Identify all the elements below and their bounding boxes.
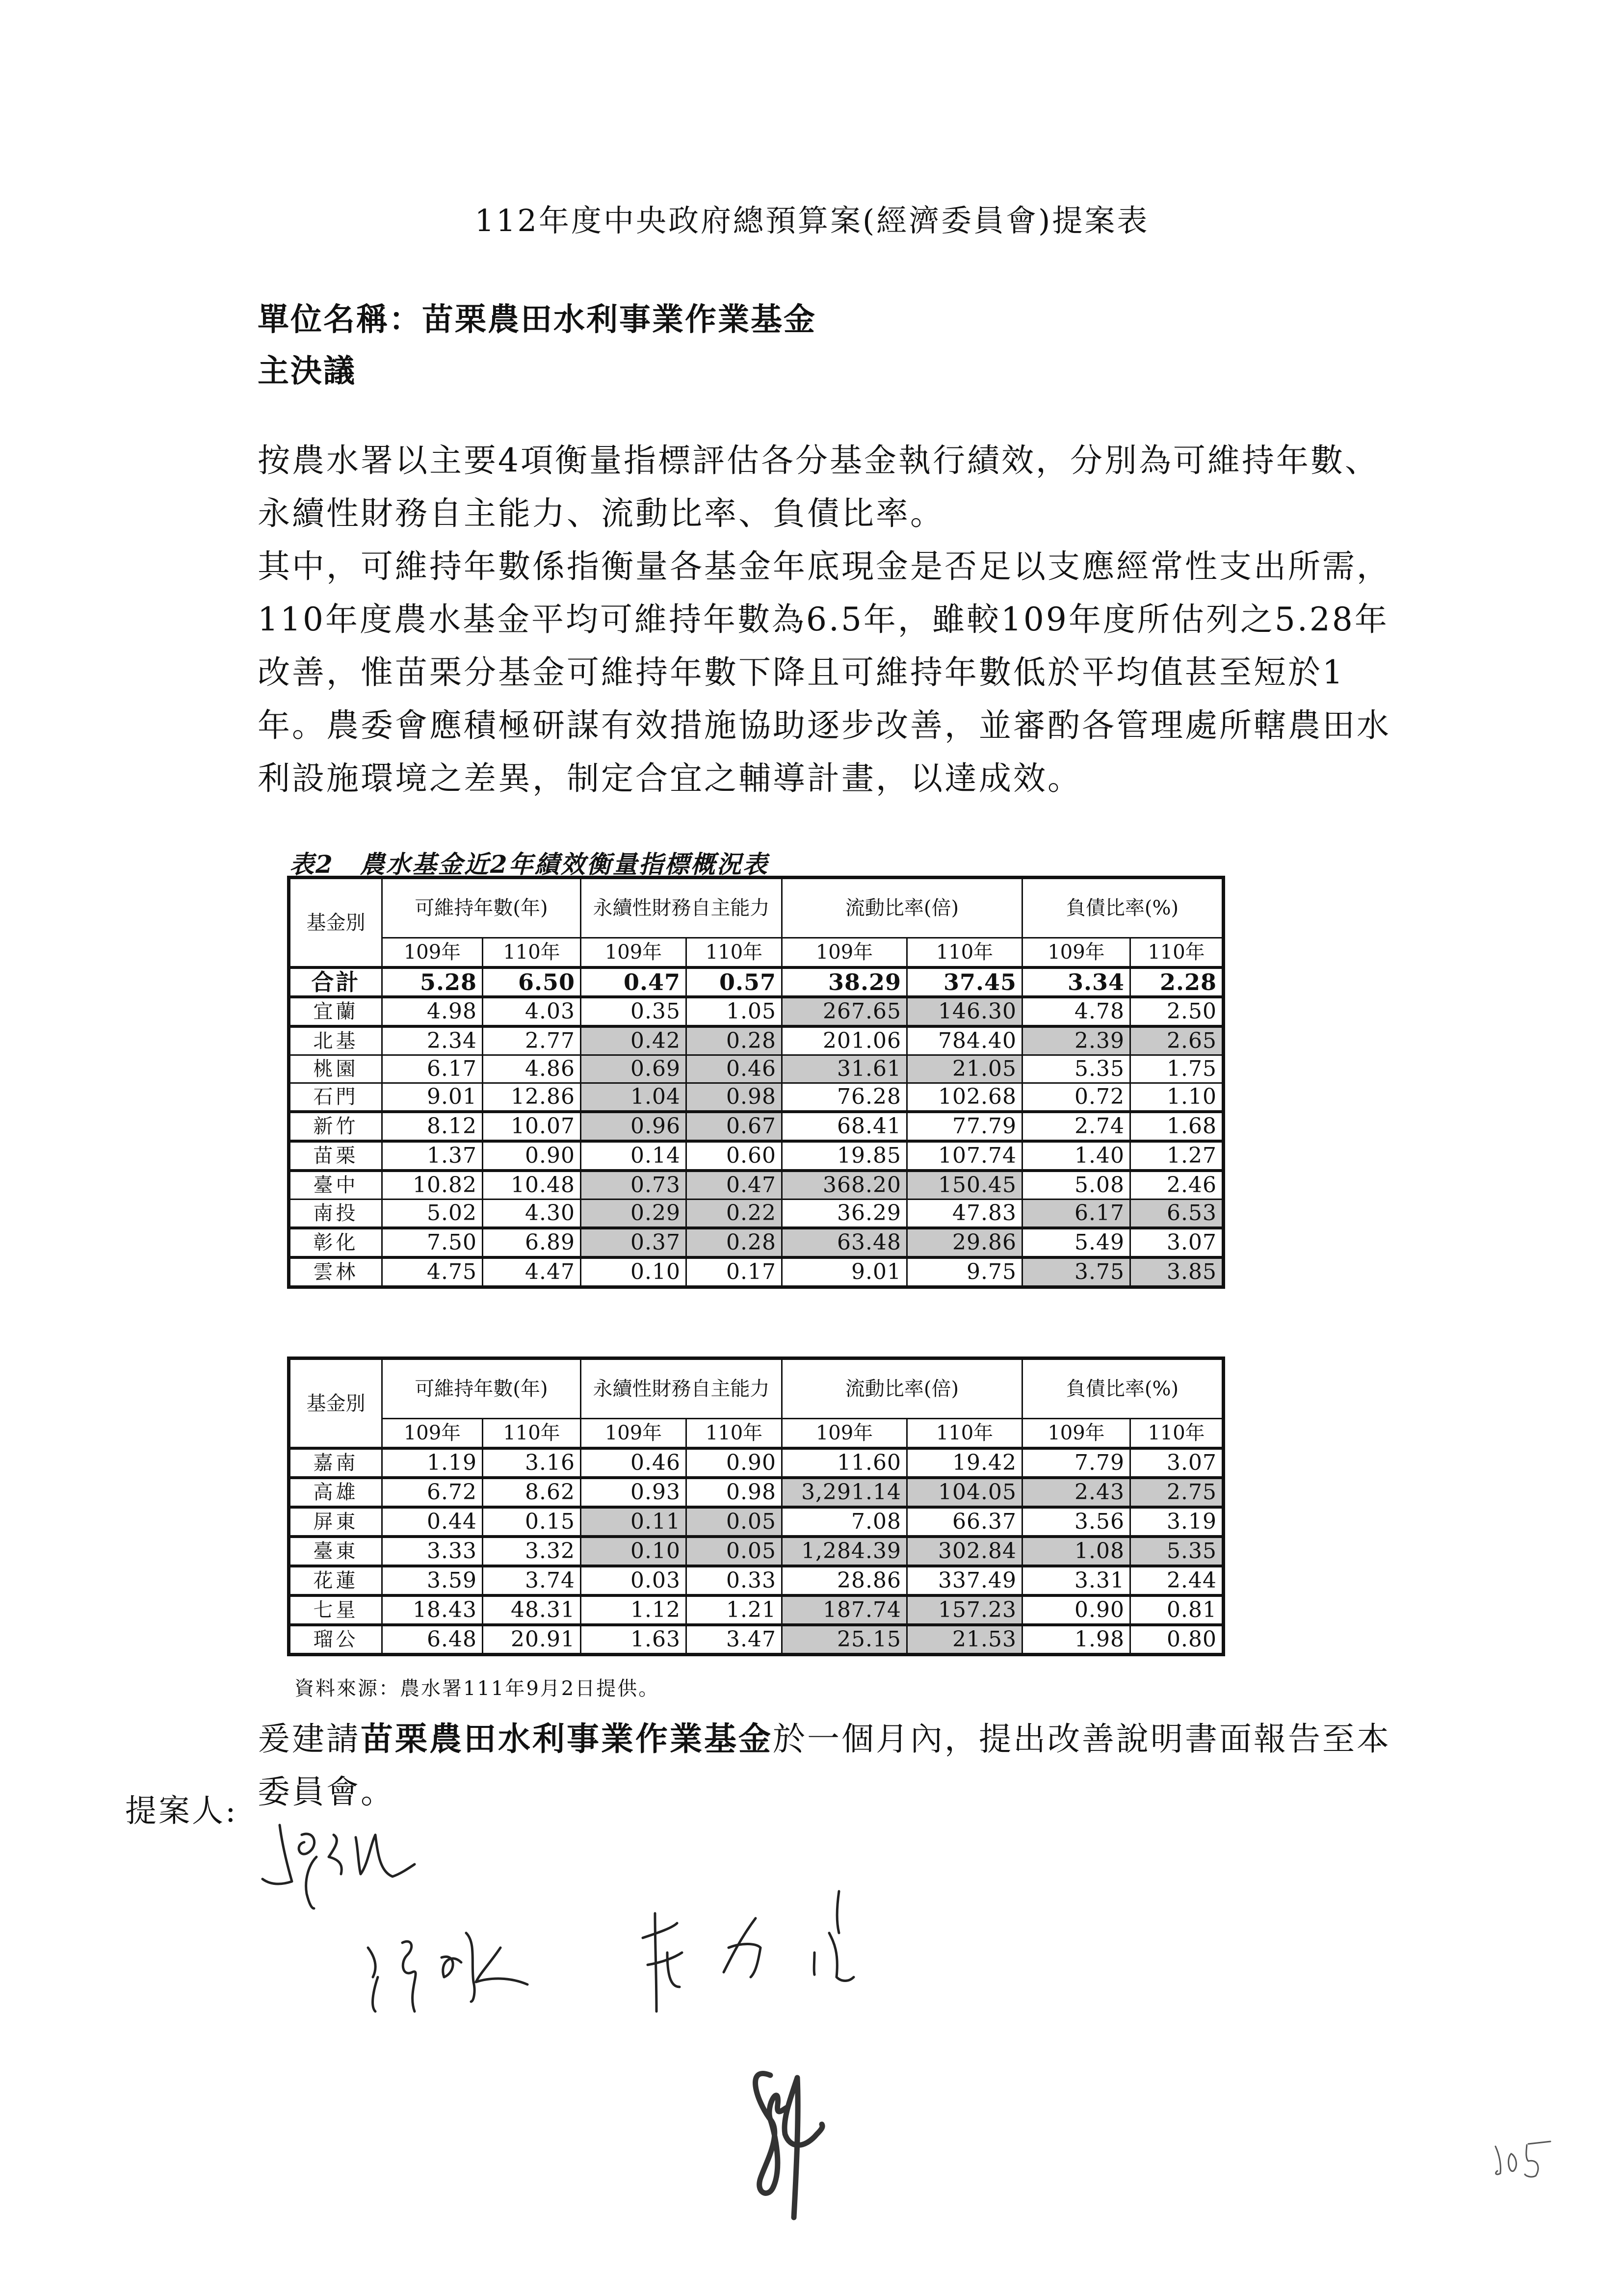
cell: 20.91 [483,1625,581,1655]
header-year-109: 109年 [1022,938,1130,968]
cell: 1.37 [382,1141,483,1171]
cell: 201.06 [782,1026,907,1055]
cell: 10.07 [483,1112,581,1141]
table-row [289,1141,1224,1171]
cell: 66.37 [907,1507,1022,1537]
header-year-109: 109年 [382,938,483,968]
cell: 10.82 [382,1171,483,1200]
table-row [289,1537,1224,1566]
cell: 107.74 [907,1141,1022,1171]
cell: 0.03 [581,1566,686,1595]
cell: 25.15 [782,1625,907,1655]
cell: 3.85 [1130,1257,1224,1287]
cell: 4.30 [483,1200,581,1228]
cell: 18.43 [382,1595,483,1625]
closing-prefix: 爰建請 [258,1720,361,1758]
cell: 4.78 [1022,997,1130,1026]
cell: 2.65 [1130,1026,1224,1055]
cell: 7.08 [782,1507,907,1537]
row-name: 桃園 [289,1055,382,1083]
closing-paragraph [258,1712,1396,1819]
table-row [289,1478,1224,1507]
row-name: 苗栗 [289,1141,382,1171]
cell: 6.48 [382,1625,483,1655]
cell: 10.48 [483,1171,581,1200]
cell: 157.23 [907,1595,1022,1625]
cell: 3.16 [483,1448,581,1478]
cell: 0.98 [686,1478,782,1507]
header-year-109: 109年 [782,1419,907,1449]
row-name: 合計 [289,967,382,997]
row-name: 七星 [289,1595,382,1625]
cell: 37.45 [907,967,1022,997]
cell: 2.43 [1022,1478,1130,1507]
cell: 5.28 [382,967,483,997]
cell: 0.22 [686,1200,782,1228]
cell: 102.68 [907,1083,1022,1112]
table-row [289,1112,1224,1141]
cell: 1.27 [1130,1141,1224,1171]
cell: 0.35 [581,997,686,1026]
source-note: 資料來源：農水署111年9月2日提供。 [294,1677,660,1700]
cell: 3.47 [686,1625,782,1655]
row-name: 嘉南 [289,1448,382,1478]
body-paragraph-2: 其中，可維持年數係指衡量各基金年底現金是否足以支應經常性支出所需，110年度農水基金平均可維持年數為6.5年，雖較109年度所估列之5.28年改善，惟苗栗分基金可維持年數下降且可維持年數低於平均值甚至短於1年。農委會應積極研謀有效措施協助逐步改善，並審酌各管理處所轄農田水利設施環境之差異，制定合宜之輔導計畫，以達成效。 [258,548,1391,797]
cell: 6.17 [1022,1200,1130,1228]
cell: 28.86 [782,1566,907,1595]
table-row [289,997,1224,1026]
cell: 3.56 [1022,1507,1130,1537]
body-paragraph-1: 按農水署以主要4項衡量指標評估各分基金執行績效，分別為可維持年數、永續性財務自主能力、流動比率、負債比率。 [258,442,1379,532]
cell: 9.01 [782,1257,907,1287]
cell: 0.47 [686,1171,782,1200]
row-name: 南投 [289,1200,382,1228]
closing-suffix: 於一個月內，提出改善說明書面報告至本委員會。 [258,1720,1391,1811]
cell: 7.79 [1022,1448,1130,1478]
cell: 77.79 [907,1112,1022,1141]
header-financial-autonomy: 永續性財務自主能力 [581,1358,782,1419]
cell: 3.07 [1130,1448,1224,1478]
cell: 21.05 [907,1055,1022,1083]
cell: 1.98 [1022,1625,1130,1655]
cell: 36.29 [782,1200,907,1228]
proposer-label: 提案人: [125,1793,238,1829]
table-row [289,1026,1224,1055]
cell: 1.19 [382,1448,483,1478]
signatures [245,1815,1178,2090]
cell: 2.44 [1130,1566,1224,1595]
cell: 1,284.39 [782,1537,907,1566]
cell: 2.39 [1022,1026,1130,1055]
cell: 5.49 [1022,1228,1130,1257]
table-row [289,1595,1224,1625]
header-year-110: 110年 [686,938,782,968]
row-name: 宜蘭 [289,997,382,1026]
cell: 0.57 [686,967,782,997]
table-row [289,1625,1224,1655]
signature-2 [368,1933,527,2011]
cell: 0.15 [483,1507,581,1537]
table-row [289,1257,1224,1287]
cell: 19.85 [782,1141,907,1171]
row-name: 花蓮 [289,1566,382,1595]
cell: 5.08 [1022,1171,1130,1200]
cell: 784.40 [907,1026,1022,1055]
cell: 6.89 [483,1228,581,1257]
table-row [289,1507,1224,1537]
cell: 0.90 [1022,1595,1130,1625]
cell: 0.93 [581,1478,686,1507]
cell: 0.33 [686,1566,782,1595]
cell: 0.73 [581,1171,686,1200]
cell: 6.53 [1130,1200,1224,1228]
cell: 1.10 [1130,1083,1224,1112]
cell: 302.84 [907,1537,1022,1566]
table-row [289,1083,1224,1112]
table-2-body [289,1448,1224,1655]
unit-name: 單位名稱：苗栗農田水利事業作業基金 [258,301,816,338]
cell: 0.90 [483,1141,581,1171]
header-current-ratio: 流動比率(倍) [782,878,1022,938]
table-row [289,1566,1224,1595]
cell: 19.42 [907,1448,1022,1478]
handwritten-page-205 [1492,2139,1565,2183]
header-year-109: 109年 [581,938,686,968]
table-row-total [289,967,1224,997]
cell: 1.75 [1130,1055,1224,1083]
table-1-body [289,967,1224,1287]
row-name: 臺中 [289,1171,382,1200]
cell: 4.86 [483,1055,581,1083]
table-row [289,1171,1224,1200]
closing-request [258,1712,1396,1819]
cell: 2.77 [483,1026,581,1055]
table-row [289,1228,1224,1257]
cell: 1.40 [1022,1141,1130,1171]
cell: 2.34 [382,1026,483,1055]
cell: 3.19 [1130,1507,1224,1537]
cell: 146.30 [907,997,1022,1026]
cell: 63.48 [782,1228,907,1257]
header-year-110: 110年 [1130,938,1224,968]
cell: 0.81 [1130,1595,1224,1625]
cell: 0.14 [581,1141,686,1171]
cell: 0.17 [686,1257,782,1287]
header-year-109: 109年 [782,938,907,968]
cell: 4.75 [382,1257,483,1287]
cell: 6.72 [382,1478,483,1507]
row-name: 北基 [289,1026,382,1055]
cell: 11.60 [782,1448,907,1478]
header-debt-ratio: 負債比率(%) [1022,1358,1224,1419]
header-sustain-years: 可維持年數(年) [382,1358,581,1419]
cell: 6.17 [382,1055,483,1083]
cell: 5.35 [1130,1537,1224,1566]
row-name: 彰化 [289,1228,382,1257]
cell: 1.04 [581,1083,686,1112]
header-year-110: 110年 [1130,1419,1224,1449]
table-row [289,1200,1224,1228]
header-fund: 基金別 [289,878,382,968]
cell: 7.50 [382,1228,483,1257]
cell: 2.28 [1130,967,1224,997]
cell: 8.62 [483,1478,581,1507]
header-sustain-years: 可維持年數(年) [382,878,581,938]
cell: 0.98 [686,1083,782,1112]
cell: 0.67 [686,1112,782,1141]
header-year-110: 110年 [907,938,1022,968]
cell: 0.11 [581,1507,686,1537]
header-debt-ratio: 負債比率(%) [1022,878,1224,938]
row-name: 瑠公 [289,1625,382,1655]
cell: 0.29 [581,1200,686,1228]
cell: 47.83 [907,1200,1022,1228]
cell: 0.47 [581,967,686,997]
cell: 68.41 [782,1112,907,1141]
cell: 0.28 [686,1026,782,1055]
cell: 150.45 [907,1171,1022,1200]
header-year-110: 110年 [483,938,581,968]
signature-1 [262,1825,415,1908]
row-name: 石門 [289,1083,382,1112]
cell: 4.47 [483,1257,581,1287]
table-caption: 表2 農水基金近2年績效衡量指標概況表 [289,850,769,879]
cell: 1.21 [686,1595,782,1625]
cell: 0.05 [686,1507,782,1537]
cell: 9.75 [907,1257,1022,1287]
cell: 187.74 [782,1595,907,1625]
cell: 9.01 [382,1083,483,1112]
cell: 3.33 [382,1537,483,1566]
header-year-109: 109年 [1022,1419,1130,1449]
cell: 1.05 [686,997,782,1026]
cell: 3.32 [483,1537,581,1566]
header-year-110: 110年 [686,1419,782,1449]
cell: 0.60 [686,1141,782,1171]
row-name: 雲林 [289,1257,382,1287]
cell: 0.46 [686,1055,782,1083]
cell: 2.46 [1130,1171,1224,1200]
cell: 3,291.14 [782,1478,907,1507]
performance-table-1 [287,876,1225,1289]
cell: 0.28 [686,1228,782,1257]
cell: 337.49 [907,1566,1022,1595]
cell: 3.07 [1130,1228,1224,1257]
cell: 0.72 [1022,1083,1130,1112]
cell: 0.44 [382,1507,483,1537]
signature-3 [643,1891,854,2011]
cell: 0.10 [581,1537,686,1566]
cell: 3.31 [1022,1566,1130,1595]
performance-table-2 [287,1357,1225,1656]
cell: 0.05 [686,1537,782,1566]
cell: 6.50 [483,967,581,997]
cell: 5.35 [1022,1055,1130,1083]
header-year-110: 110年 [907,1419,1022,1449]
cell: 48.31 [483,1595,581,1625]
cell: 0.46 [581,1448,686,1478]
table-row [289,1055,1224,1083]
cell: 0.69 [581,1055,686,1083]
cell: 4.03 [483,997,581,1026]
cell: 1.68 [1130,1112,1224,1141]
cell: 0.96 [581,1112,686,1141]
cell: 1.08 [1022,1537,1130,1566]
row-name: 臺東 [289,1537,382,1566]
header-year-110: 110年 [483,1419,581,1449]
body-text [258,434,1396,805]
cell: 368.20 [782,1171,907,1200]
cell: 0.80 [1130,1625,1224,1655]
cell: 4.98 [382,997,483,1026]
header-current-ratio: 流動比率(倍) [782,1358,1022,1419]
cell: 3.34 [1022,967,1130,997]
header-year-109: 109年 [382,1419,483,1449]
cell: 0.10 [581,1257,686,1287]
cell: 0.37 [581,1228,686,1257]
cell: 38.29 [782,967,907,997]
cell: 31.61 [782,1055,907,1083]
row-name: 新竹 [289,1112,382,1141]
header-fund: 基金別 [289,1358,382,1449]
row-name: 高雄 [289,1478,382,1507]
document-title: 112年度中央政府總預算案(經濟委員會)提案表 [474,203,1150,238]
handwritten-number-84 [736,2036,932,2222]
cell: 104.05 [907,1478,1022,1507]
cell: 3.74 [483,1566,581,1595]
cell: 0.42 [581,1026,686,1055]
cell: 267.65 [782,997,907,1026]
cell: 2.75 [1130,1478,1224,1507]
cell: 2.50 [1130,997,1224,1026]
cell: 76.28 [782,1083,907,1112]
header-financial-autonomy: 永續性財務自主能力 [581,878,782,938]
row-name: 屏東 [289,1507,382,1537]
cell: 1.12 [581,1595,686,1625]
cell: 3.75 [1022,1257,1130,1287]
cell: 21.53 [907,1625,1022,1655]
header-year-109: 109年 [581,1419,686,1449]
resolution-heading: 主決議 [258,353,356,390]
cell: 0.90 [686,1448,782,1478]
cell: 29.86 [907,1228,1022,1257]
cell: 1.63 [581,1625,686,1655]
closing-fund-name: 苗栗農田水利事業作業基金 [361,1720,773,1758]
cell: 5.02 [382,1200,483,1228]
cell: 3.59 [382,1566,483,1595]
cell: 8.12 [382,1112,483,1141]
table-row [289,1448,1224,1478]
cell: 12.86 [483,1083,581,1112]
cell: 2.74 [1022,1112,1130,1141]
